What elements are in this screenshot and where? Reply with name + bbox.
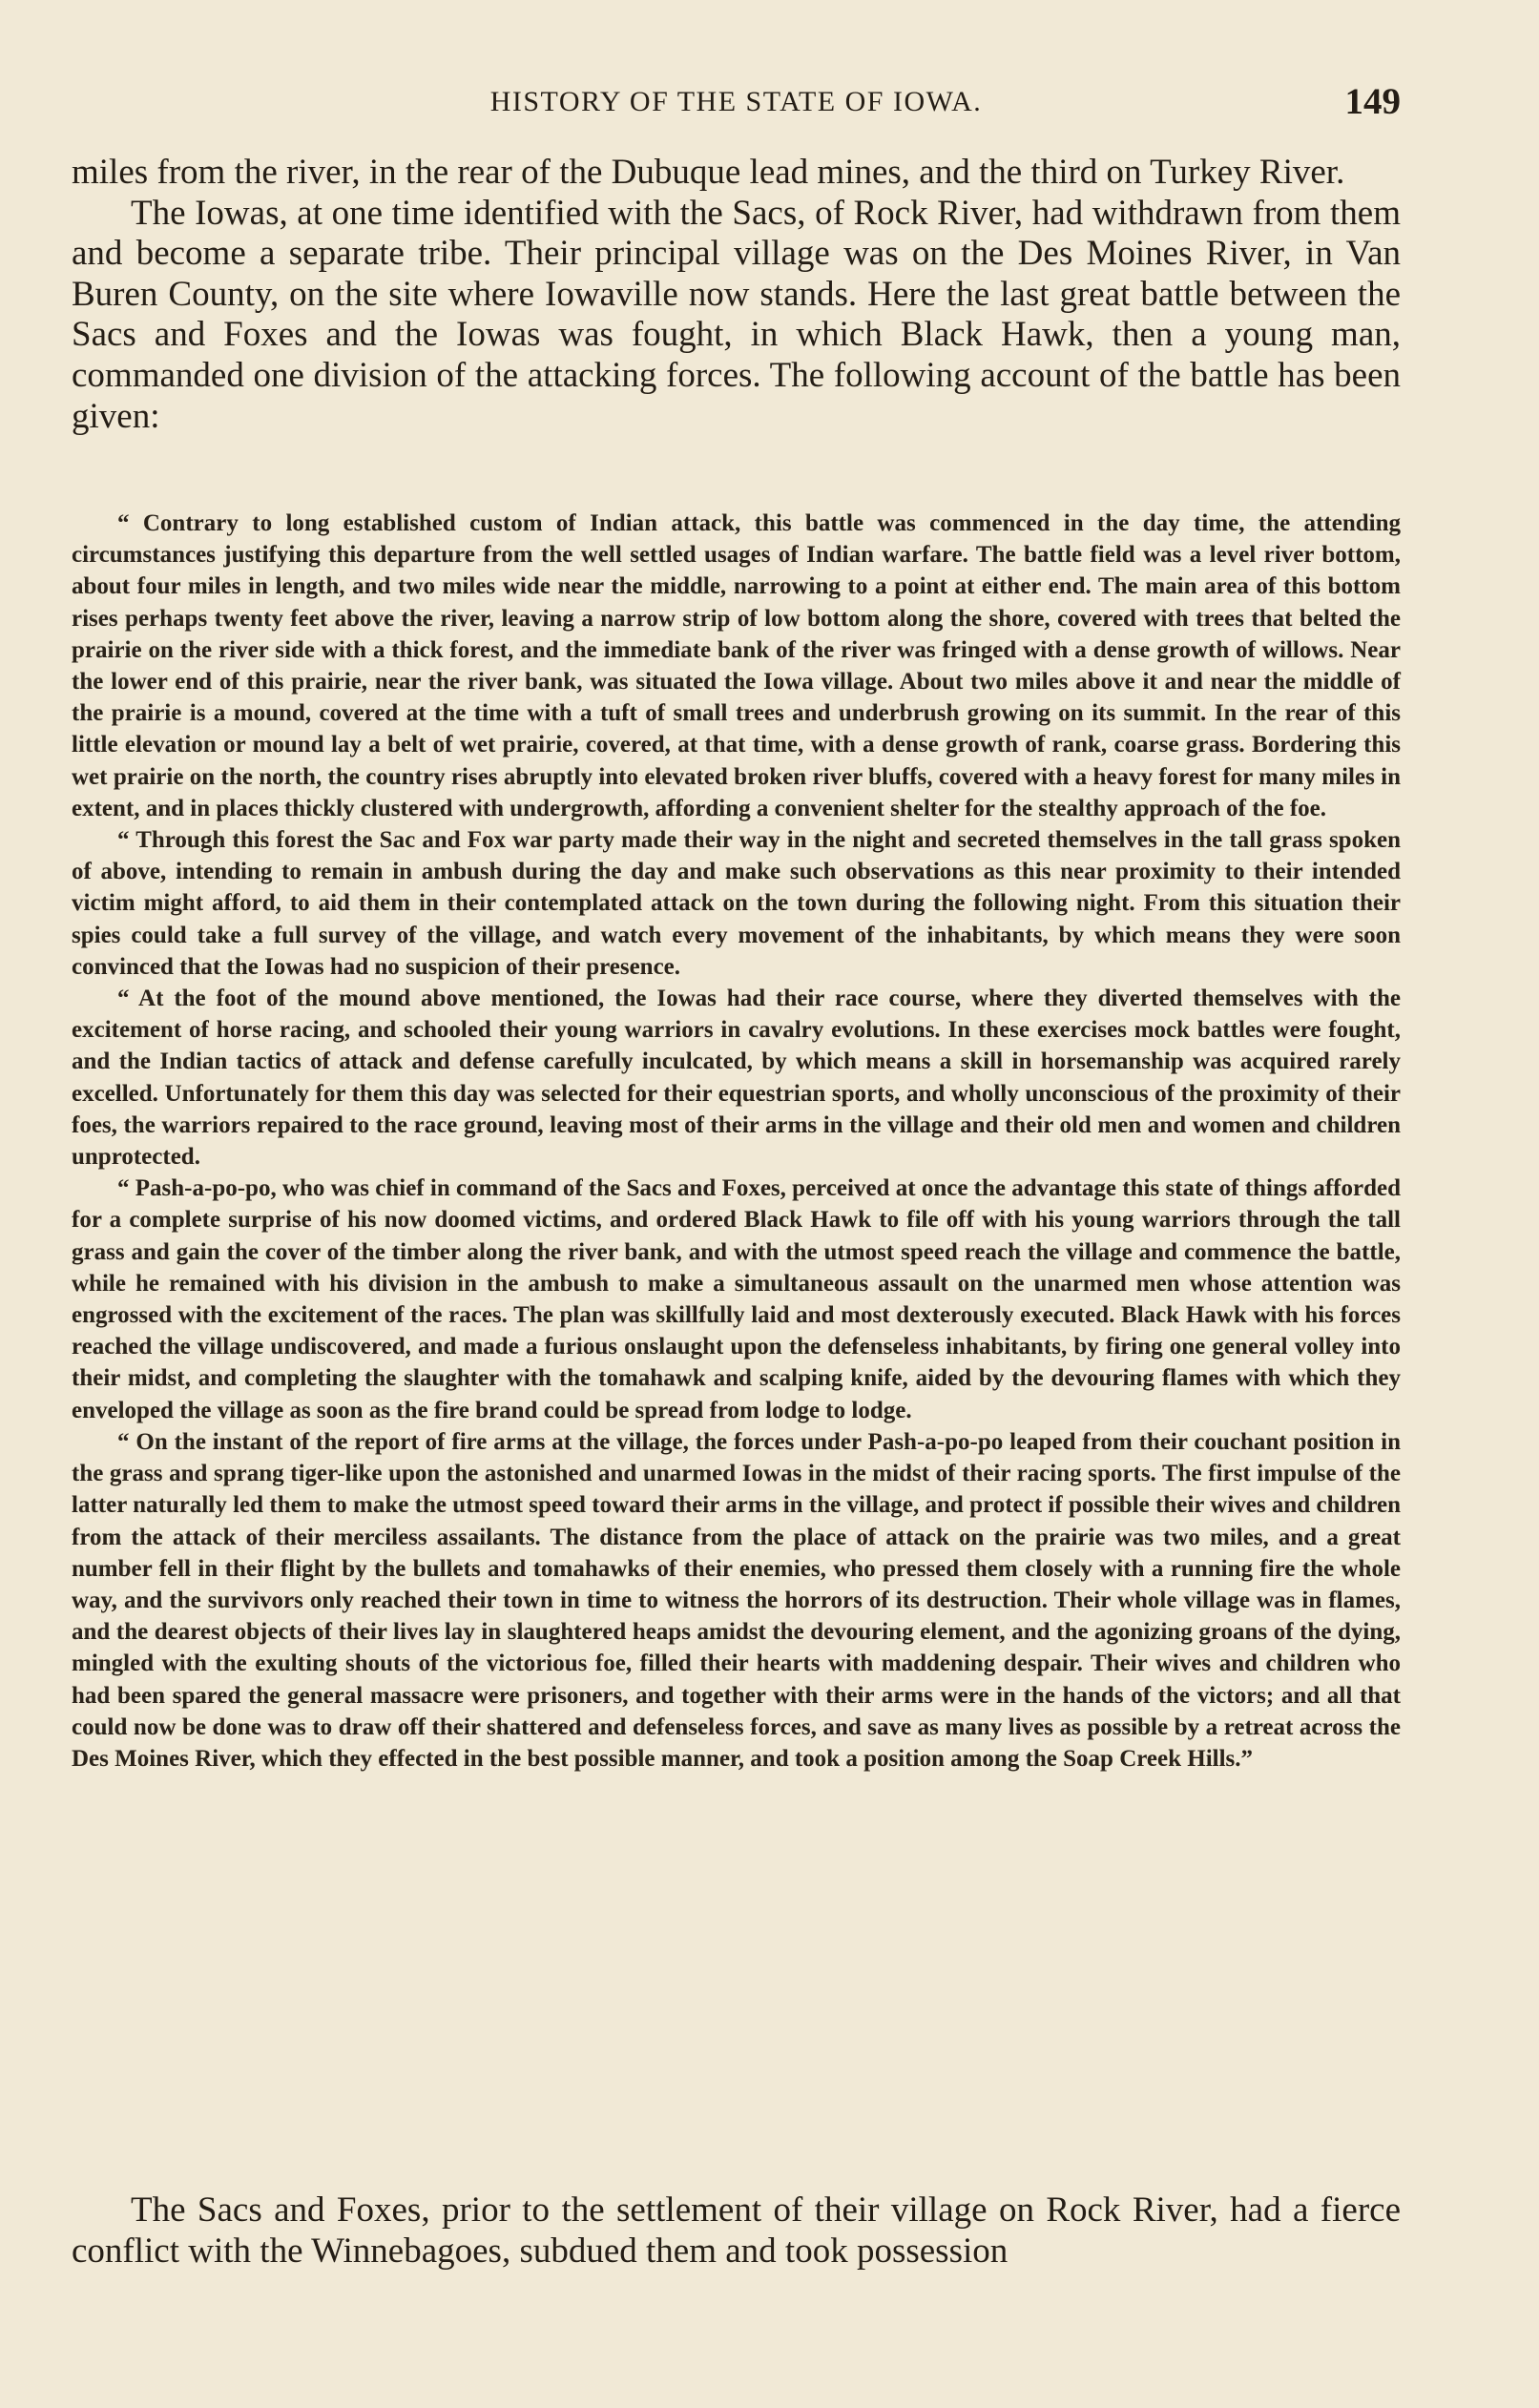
quote-paragraph-4: “ Pash-a-po-po, who was chief in command of the Sacs and Foxes, perceived at once the advantage this state of things afforded for a complete surprise of his now doomed victims, and ordered Black Hawk to file off with his young warriors through the tall grass and gain the cover of the timber along the river bank, and with the utmost speed reach the village and commence the battle, while he remained with his division in the ambush to make a simultaneous assault on the unarmed men whose attention was engrossed with the excitement of the races. The plan was skillfully laid and most dexterously executed. Black Hawk with his forces reached the village undiscovered, and made a furious onslaught upon the defenseless inhabitants, by firing one general volley into their midst, and completing the slaughter with the tomahawk and scalping knife, aided by the devouring flames with which they enveloped the village as soon as the fire brand could be spread from lodge to lodge. — [72, 1175, 1401, 1423]
paragraph-continuation: miles from the river, in the rear of the Dubuque lead mines, and the third on Turkey River. — [72, 153, 1345, 192]
body-text-bottom — [72, 2190, 1401, 2272]
running-title: HISTORY OF THE STATE OF IOWA. — [489, 86, 983, 117]
quote-paragraph-2: “ Through this forest the Sac and Fox war party made their way in the night and secreted themselves in the tall grass spoken of above, intending to remain in ambush during the day and make such observations as this near proximity to their intended victim might afford, to aid them in their contemplated attack on the town during the following night. From this situation their spies could take a full survey of the village, and watch every movement of the inhabitants, by which means they were soon convinced that the Iowas had no suspicion of their presence. — [72, 827, 1401, 980]
paragraph-sacs-foxes: The Sacs and Foxes, prior to the settlement of their village on Rock River, had a fierce conflict with the Winnebagoes, subdued them and took possession — [72, 2190, 1401, 2271]
quote-paragraph-3: “ At the foot of the mound above mentioned, the Iowas had their race course, where they diverted themselves with the excitement of horse racing, and schooled their young warriors in cavalry evolutions. In these exercises mock battles were fought, and the Indian tactics of attack and defense carefully inculcated, by which means a skill in horsemanship was acquired rarely excelled. Unfortunately for them this day was selected for their equestrian sports, and wholly unconscious of the proximity of their foes, the warriors repaired to the race ground, leaving most of their arms in the village and their old men and women and children unprotected. — [72, 986, 1401, 1171]
page-number: 149 — [1344, 81, 1401, 122]
block-quote — [72, 508, 1401, 1775]
quote-paragraph-1: “ Contrary to long established custom of Indian attack, this battle was commenced in the day time, the attending circumstances justifying this departure from the well settled usages of Indian warfare. The battle field was a level river bottom, about four miles in length, and two miles wide near the middle, narrowing to a point at either end. The main area of this bottom rises perhaps twenty feet above the river, leaving a narrow strip of low bottom along the shore, covered with trees that belted the prairie on the river side with a thick forest, and the immediate bank of the river was fringed with a dense growth of willows. Near the lower end of this prairie, near the river bank, was situated the Iowa village. About two miles above it and near the middle of the prairie is a mound, covered at the time with a tuft of small trees and underbrush growing on its summit. In the rear of this little elevation or mound lay a belt of wet prairie, covered, at that time, with a dense growth of rank, coarse grass. Bordering this wet prairie on the north, the country rises abruptly into elevated broken river bluffs, covered with a heavy forest for many miles in extent, and in places thickly clustered with undergrowth, affording a convenient shelter for the stealthy approach of the foe. — [72, 510, 1401, 821]
page-header — [72, 80, 1401, 126]
quote-paragraph-5: “ On the instant of the report of fire arms at the village, the forces under Pash-a-po-po leaped from their couchant position in the grass and sprang tiger-like upon the astonished and unarmed Iowas in the midst of their racing sports. The first impulse of the latter naturally led them to make the utmost speed toward their arms in the village, and protect if possible their wives and children from the attack of their merciless assailants. The distance from the place of attack on the prairie was two miles, and a great number fell in their flight by the bullets and tomahawks of their enemies, who pressed them closely with a running fire the whole way, and the survivors only reached their town in time to witness the horrors of its destruction. Their whole village was in flames, and the dearest objects of their lives lay in slaughtered heaps amidst the devouring element, and the agonizing groans of the dying, mingled with the exulting shouts of the victorious foe, filled their hearts with maddening despair. Their wives and children who had been spared the general massacre were prisoners, and together with their arms were in the hands of the victors; and all that could now be done was to draw off their shattered and defenseless forces, and save as many lives as possible by a retreat across the Des Moines River, which they effected in the best possible manner, and took a position among the Soap Creek Hills.” — [72, 1428, 1401, 1772]
paragraph-iowas: The Iowas, at one time identified with the Sacs, of Rock River, had withdrawn from them and become a separate tribe. Their principal village was on the Des Moines River, in Van Buren County, on the site where Iowaville now stands. Here the last great battle between the Sacs and Foxes and the Iowas was fought, in which Black Hawk, then a young man, commanded one division of the attacking forces. The following account of the battle has been given: — [72, 193, 1401, 436]
body-text-top — [72, 153, 1401, 437]
